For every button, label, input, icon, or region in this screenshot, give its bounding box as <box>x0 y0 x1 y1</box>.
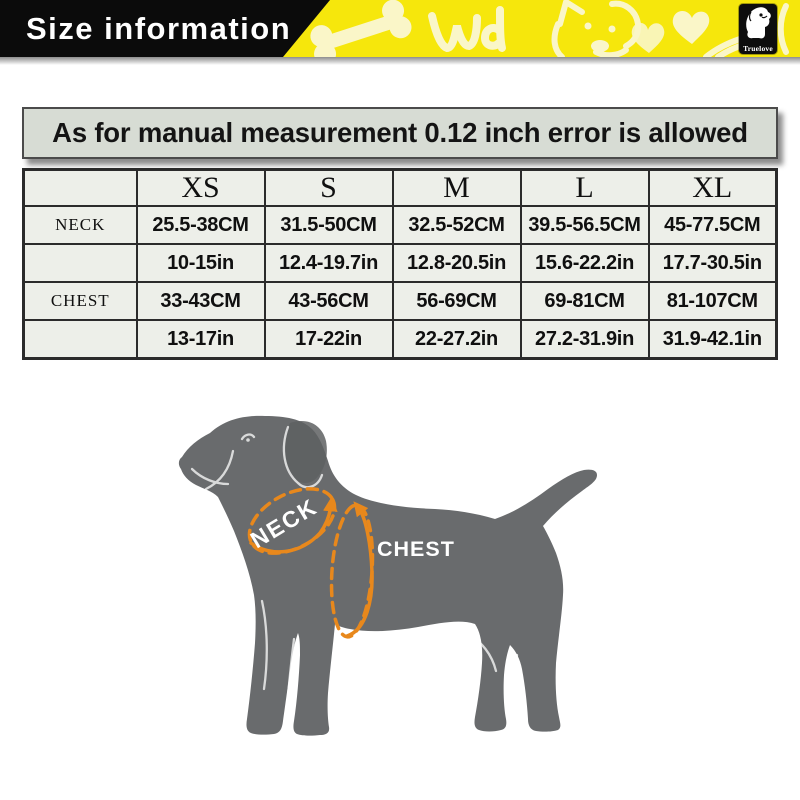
size-column-header: L <box>521 170 649 207</box>
measurement-notice-text: As for manual measurement 0.12 inch error is allowed <box>52 117 748 148</box>
size-value-cell: 27.2-31.9in <box>521 320 649 358</box>
size-value-cell: 12.4-19.7in <box>265 244 393 282</box>
size-value-cell: 22-27.2in <box>393 320 521 358</box>
script-letters-doodle-icon <box>432 10 502 48</box>
puppy-face-doodle-icon <box>555 2 639 57</box>
size-value-cell: 10-15in <box>137 244 265 282</box>
size-row-label <box>24 320 137 358</box>
dog-silhouette-icon <box>179 416 597 736</box>
table-row <box>24 206 777 244</box>
truelove-logo <box>739 4 777 54</box>
size-table <box>22 168 778 360</box>
size-value-cell: 13-17in <box>137 320 265 358</box>
table-row <box>24 282 777 320</box>
size-column-header: M <box>393 170 521 207</box>
page-title: Size information <box>26 10 292 46</box>
size-value-cell: 15.6-22.2in <box>521 244 649 282</box>
size-value-cell: 39.5-56.5CM <box>521 206 649 244</box>
size-value-cell: 12.8-20.5in <box>393 244 521 282</box>
size-column-header: S <box>265 170 393 207</box>
dog-measurement-diagram <box>170 405 670 800</box>
chest-label: CHEST <box>377 537 455 561</box>
size-value-cell: 32.5-52CM <box>393 206 521 244</box>
size-row-label <box>24 244 137 282</box>
size-value-cell: 17.7-30.5in <box>649 244 777 282</box>
size-row-label: CHEST <box>24 282 137 320</box>
size-value-cell: 45-77.5CM <box>649 206 777 244</box>
size-value-cell: 31.5-50CM <box>265 206 393 244</box>
size-column-header: XS <box>137 170 265 207</box>
dog-logo-icon <box>743 6 773 42</box>
heart-doodle-icon <box>632 23 665 53</box>
table-row <box>24 244 777 282</box>
header-banner <box>0 0 800 57</box>
size-value-cell: 43-56CM <box>265 282 393 320</box>
neck-label: NECK <box>245 493 322 554</box>
measurement-notice <box>22 107 778 159</box>
heart-doodle-icon <box>673 11 710 44</box>
brand-name: Truelove <box>743 44 773 53</box>
size-value-cell: 31.9-42.1in <box>649 320 777 358</box>
size-table-corner-cell <box>24 170 137 207</box>
size-value-cell: 33-43CM <box>137 282 265 320</box>
banner-shadow <box>0 57 800 65</box>
size-value-cell: 69-81CM <box>521 282 649 320</box>
size-value-cell: 56-69CM <box>393 282 521 320</box>
size-row-label: NECK <box>24 206 137 244</box>
size-column-header: XL <box>649 170 777 207</box>
table-row <box>24 320 777 358</box>
size-value-cell: 81-107CM <box>649 282 777 320</box>
size-value-cell: 25.5-38CM <box>137 206 265 244</box>
size-value-cell: 17-22in <box>265 320 393 358</box>
